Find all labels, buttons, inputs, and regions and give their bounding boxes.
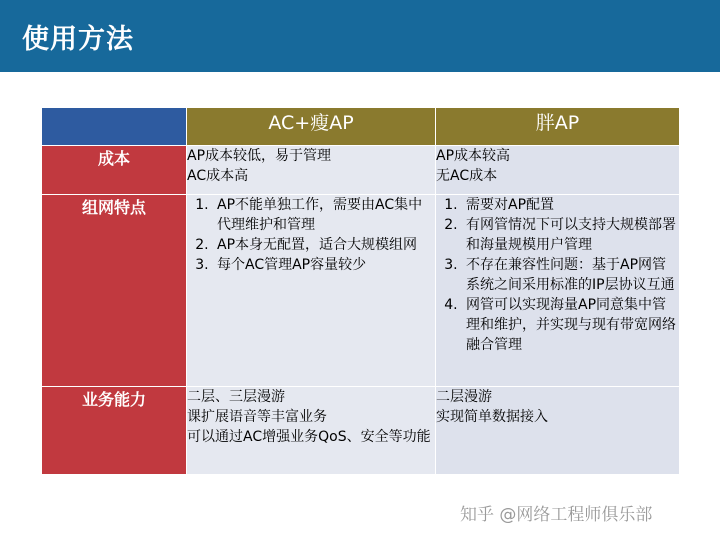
business-fat-line: 二层漫游 <box>436 389 492 405</box>
list-item: 1. 需要对AP配置 <box>462 195 679 215</box>
slide-title: 使用方法 <box>22 24 134 55</box>
list-item: 4. 网管可以实现海量AP同意集中管理和维护，并实现与现有带宽网络融合管理 <box>462 295 679 355</box>
list-item: 2. 有网管情况下可以支持大规模部署和海量规模用户管理 <box>462 215 679 255</box>
business-fat-cell <box>436 387 680 475</box>
network-fat-list <box>436 195 679 355</box>
header-fat-ap: 胖AP <box>436 108 680 146</box>
network-thin-cell <box>187 195 436 387</box>
cost-fat-cell <box>436 146 680 195</box>
network-fat-cell <box>436 195 680 387</box>
row-network <box>42 195 680 387</box>
cost-thin-line: AP成本较低，易于管理 <box>187 148 332 164</box>
row-cost <box>42 146 680 195</box>
business-thin-line: 课扩展语音等丰富业务 <box>187 409 327 425</box>
list-item: 1. AP不能单独工作，需要由AC集中代理维护和管理 <box>213 195 435 235</box>
header-row <box>42 108 680 146</box>
list-item: 2. AP本身无配置，适合大规模组网 <box>213 235 435 255</box>
business-thin-line: 可以通过AC增强业务QoS、安全等功能 <box>187 429 431 445</box>
cost-thin-line: AC成本高 <box>187 168 249 184</box>
row-label-network: 组网特点 <box>42 195 187 387</box>
cost-fat-line: 无AC成本 <box>436 168 498 184</box>
row-label-cost: 成本 <box>42 146 187 195</box>
list-item: 3. 不存在兼容性问题：基于AP网管系统之间采用标准的IP层协议互通 <box>462 255 679 295</box>
network-thin-list <box>187 195 435 275</box>
title-bar <box>0 0 720 72</box>
corner-cell <box>42 108 187 146</box>
cost-fat-line: AP成本较高 <box>436 148 511 164</box>
header-thin-ap: AC+瘦AP <box>187 108 436 146</box>
comparison-table <box>41 107 680 475</box>
list-item: 3. 每个AC管理AP容量较少 <box>213 255 435 275</box>
row-business <box>42 387 680 475</box>
business-thin-line: 二层、三层漫游 <box>187 389 285 405</box>
business-fat-line: 实现简单数据接入 <box>436 409 548 425</box>
watermark: 知乎 @网络工程师俱乐部 <box>460 505 653 525</box>
cost-thin-cell <box>187 146 436 195</box>
business-thin-cell <box>187 387 436 475</box>
row-label-business: 业务能力 <box>42 387 187 475</box>
